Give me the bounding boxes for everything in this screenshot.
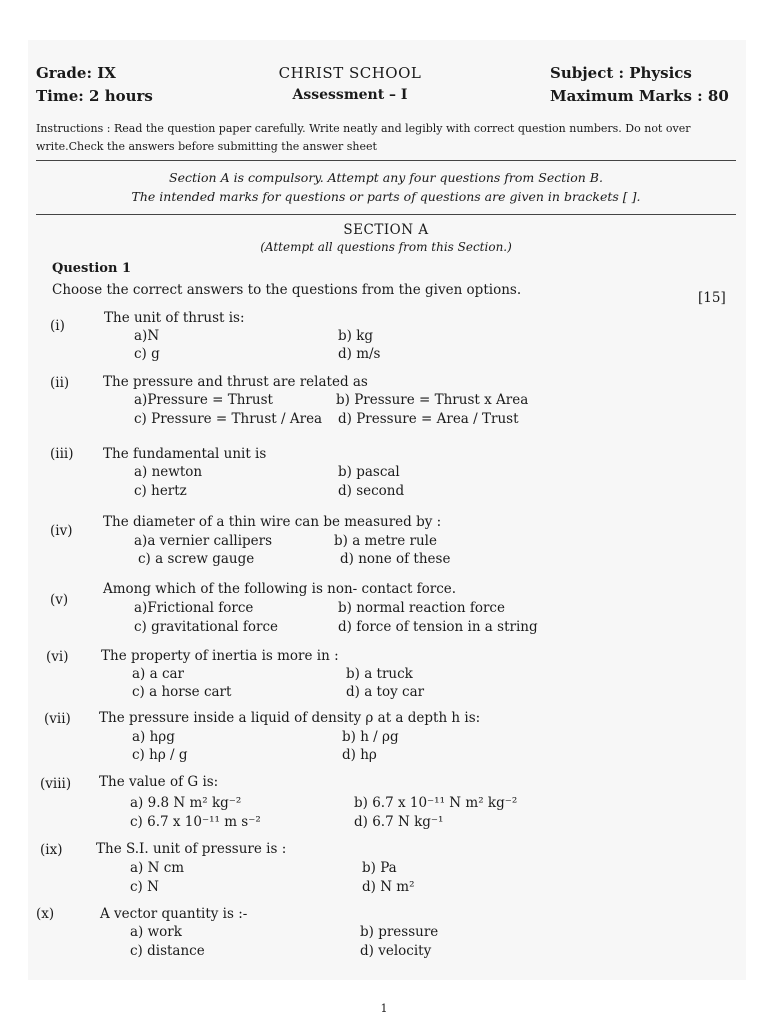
max-marks-label: Maximum Marks : 80: [550, 87, 729, 105]
option-a: a) N cm: [130, 860, 185, 876]
item-question: Among which of the following is non- contact force.: [103, 581, 457, 597]
option-c: c) a screw gauge: [138, 551, 255, 567]
option-c: c) g: [134, 346, 160, 362]
option-d: d) force of tension in a string: [338, 619, 538, 635]
divider-top: [36, 160, 736, 161]
option-d: d) none of these: [340, 551, 451, 567]
option-d: d) hρ: [342, 747, 377, 763]
option-c: c) N: [130, 879, 159, 895]
item-number: (vi): [46, 649, 69, 665]
option-c: c) 6.7 x 10⁻¹¹ m s⁻²: [130, 814, 261, 830]
option-b: b) pascal: [338, 464, 400, 480]
option-b: b) normal reaction force: [338, 600, 505, 616]
section-title: SECTION A: [343, 222, 429, 238]
item-number: (iv): [50, 523, 73, 539]
divider-middle: [36, 214, 736, 215]
option-a: a)Pressure = Thrust: [134, 392, 273, 408]
option-d: d) m/s: [338, 346, 381, 362]
option-b: b) pressure: [360, 924, 439, 940]
item-number: (iii): [50, 446, 74, 462]
option-a: a)a vernier callipers: [134, 533, 273, 549]
item-number: (viii): [40, 776, 72, 792]
item-number: (ii): [50, 375, 70, 391]
option-b: b) 6.7 x 10⁻¹¹ N m² kg⁻²: [354, 795, 518, 811]
option-d: d) Pressure = Area / Trust: [338, 411, 519, 427]
section-subtitle: (Attempt all questions from this Section.): [260, 240, 512, 254]
item-question: The pressure inside a liquid of density ρ at a depth h is:: [99, 710, 481, 726]
option-c: c) a horse cart: [132, 684, 232, 700]
option-a: a) newton: [134, 464, 203, 480]
option-c: c) hertz: [134, 483, 187, 499]
notice-line2: The intended marks for questions or parts of questions are given in brackets [ ].: [131, 189, 641, 204]
option-b: b) Pa: [362, 860, 397, 876]
grade-label: Grade: IX: [36, 64, 116, 82]
option-d: d) a toy car: [346, 684, 425, 700]
item-number: (ix): [40, 842, 63, 858]
option-d: d) 6.7 N kg⁻¹: [354, 814, 444, 830]
option-b: b) a truck: [346, 666, 413, 682]
option-a: a) 9.8 N m² kg⁻²: [130, 795, 242, 811]
page-number: 1: [380, 1002, 388, 1015]
item-number: (i): [50, 318, 65, 334]
instructions-line1: Instructions : Read the question paper carefully. Write neatly and legibly with correct question numbers. Do not over: [36, 122, 691, 135]
option-c: c) hρ / g: [132, 747, 188, 763]
item-question: The pressure and thrust are related as: [103, 374, 368, 390]
option-a: a)Frictional force: [134, 600, 254, 616]
option-c: c) gravitational force: [134, 619, 279, 635]
question-label: Question 1: [52, 261, 132, 276]
option-b: b) h / ρg: [342, 729, 399, 745]
item-number: (x): [36, 906, 55, 922]
assessment-title: Assessment – I: [292, 87, 408, 103]
school-name: CHRIST SCHOOL: [278, 64, 422, 82]
option-a: a) hρg: [132, 729, 175, 745]
option-c: c) distance: [130, 943, 205, 959]
option-b: b) a metre rule: [334, 533, 437, 549]
option-a: a)N: [134, 328, 160, 344]
option-d: d) N m²: [362, 879, 415, 895]
item-question: The S.I. unit of pressure is :: [96, 841, 287, 857]
notice-line1: Section A is compulsory. Attempt any four questions from Section B.: [169, 170, 603, 185]
subject-label: Subject : Physics: [550, 64, 692, 82]
item-question: The value of G is:: [99, 774, 219, 790]
option-c: c) Pressure = Thrust / Area: [134, 411, 323, 427]
item-question: A vector quantity is :-: [100, 906, 248, 922]
item-number: (v): [50, 592, 69, 608]
time-label: Time: 2 hours: [36, 87, 153, 105]
option-a: a) a car: [132, 666, 185, 682]
question-prompt: Choose the correct answers to the questions from the given options.: [52, 282, 522, 298]
option-b: b) Pressure = Thrust x Area: [336, 392, 529, 408]
item-number: (vii): [44, 711, 71, 727]
option-d: d) second: [338, 483, 405, 499]
instructions-line2: write.Check the answers before submitting the answer sheet: [36, 140, 377, 153]
item-question: The property of inertia is more in :: [101, 648, 339, 664]
item-question: The fundamental unit is: [103, 446, 267, 462]
item-question: The unit of thrust is:: [104, 310, 245, 326]
option-b: b) kg: [338, 328, 374, 344]
question-marks: [15]: [698, 290, 726, 306]
option-d: d) velocity: [360, 943, 432, 959]
item-question: The diameter of a thin wire can be measured by :: [103, 514, 442, 530]
option-a: a) work: [130, 924, 182, 940]
